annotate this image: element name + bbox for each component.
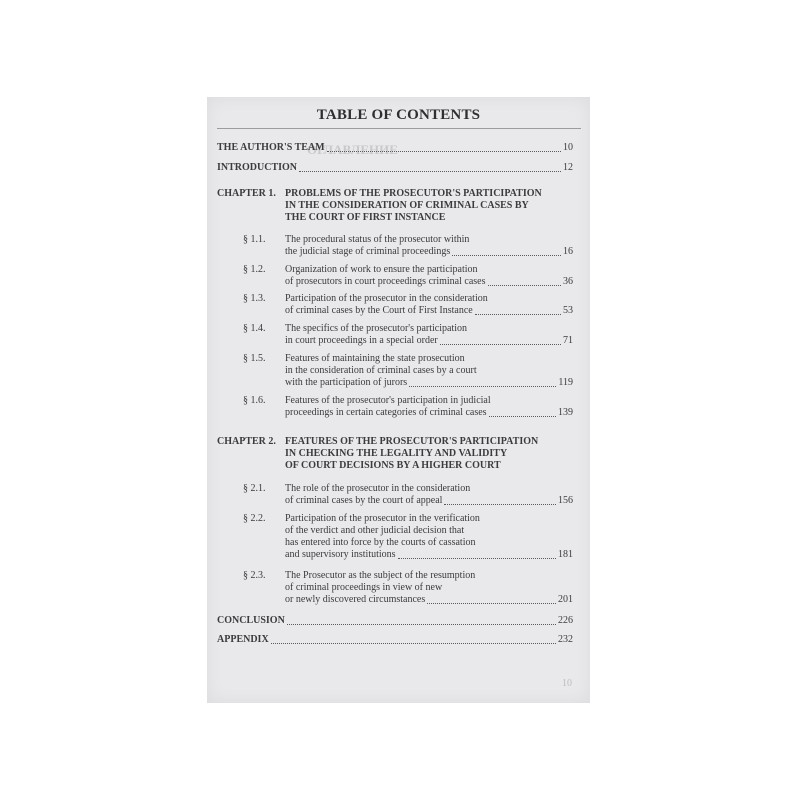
leader-dots [299, 170, 561, 172]
toc-page-number: 71 [563, 335, 573, 346]
section-title-line: proceedings in certain categories of criminal cases [285, 407, 487, 418]
section-title-line: of criminal cases by the court of appeal [285, 495, 443, 506]
toc-page-number: 16 [563, 246, 573, 257]
leader-dots [427, 602, 556, 604]
section-title-line: Features of the prosecutor's participation in judicial [285, 395, 491, 406]
chapter-title-line: IN CHECKING THE LEGALITY AND VALIDITY [285, 448, 508, 459]
toc-page-number: 232 [558, 634, 573, 645]
toc-entry-label: THE AUTHOR'S TEAM [217, 142, 325, 153]
section-title-line: or newly discovered circumstances [285, 594, 426, 605]
section-number: § 2.3. [243, 570, 266, 581]
bleed-through-heading: ОГЛАВЛЕНИЕ [307, 142, 398, 157]
leader-dots [475, 313, 561, 315]
leader-dots [488, 284, 562, 286]
leader-dots [398, 557, 556, 559]
section-title-line: of criminal cases by the Court of First Instance [285, 305, 473, 316]
toc-page-number: 156 [558, 495, 573, 506]
section-title-line: The Prosecutor as the subject of the resumption [285, 570, 476, 581]
toc-page-number: 53 [563, 305, 573, 316]
toc-entry-label: CONCLUSION [217, 615, 285, 626]
toc-section-1-1 [243, 234, 573, 260]
chapter-number: CHAPTER 1. [217, 188, 276, 199]
leader-dots [271, 642, 556, 644]
toc-chapter-2 [217, 436, 577, 472]
toc-entry-label: INTRODUCTION [217, 162, 298, 173]
section-title-line: has entered into force by the courts of cassation [285, 537, 476, 548]
toc-entry-conclusion [217, 615, 573, 627]
toc-entry-authors-team [217, 142, 573, 154]
toc-page-number: 10 [563, 142, 573, 153]
section-number: § 2.1. [243, 483, 266, 494]
leader-dots [409, 385, 556, 387]
section-title-line: with the participation of jurors [285, 377, 408, 388]
toc-section-1-4 [243, 323, 573, 349]
leader-dots [452, 254, 561, 256]
section-title-line: of prosecutors in court proceedings criminal cases [285, 276, 486, 287]
section-title-line: Participation of the prosecutor in the consideration [285, 293, 488, 304]
toc-section-1-3 [243, 293, 573, 319]
toc-section-1-6 [243, 395, 573, 421]
toc-section-1-2 [243, 264, 573, 290]
section-title-line: Features of maintaining the state prosecution [285, 353, 465, 364]
chapter-title-line: IN THE CONSIDERATION OF CRIMINAL CASES BY [285, 200, 529, 211]
toc-entry-label: APPENDIX [217, 634, 269, 645]
page-title: TABLE OF CONTENTS [316, 107, 481, 123]
section-title-line: The role of the prosecutor in the consideration [285, 483, 471, 494]
toc-page-number: 201 [558, 594, 573, 605]
section-title-line: The specifics of the prosecutor's participation [285, 323, 468, 334]
section-title-line: The procedural status of the prosecutor within [285, 234, 470, 245]
section-number: § 1.4. [243, 323, 266, 334]
leader-dots [440, 343, 561, 345]
section-title-line: and supervisory institutions [285, 549, 396, 560]
leader-dots [287, 623, 556, 625]
section-title-line: in the consideration of criminal cases by a court [285, 365, 477, 376]
section-number: § 1.6. [243, 395, 266, 406]
toc-section-1-5 [243, 353, 573, 391]
section-title-line: Organization of work to ensure the participation [285, 264, 478, 275]
section-number: § 1.1. [243, 234, 266, 245]
section-title-line: of the verdict and other judicial decision that [285, 525, 465, 536]
section-title-line: the judicial stage of criminal proceedings [285, 246, 451, 257]
toc-entry-introduction [217, 162, 573, 174]
chapter-title-line: THE COURT OF FIRST INSTANCE [285, 212, 446, 223]
section-number: § 1.3. [243, 293, 266, 304]
toc-page-number: 36 [563, 276, 573, 287]
section-title-line: Participation of the prosecutor in the verification [285, 513, 480, 524]
chapter-title-line: FEATURES OF THE PROSECUTOR'S PARTICIPATION [285, 436, 539, 447]
section-number: § 2.2. [243, 513, 266, 524]
page-number: 10 [562, 678, 572, 689]
toc-page-number: 226 [558, 615, 573, 626]
toc-entry-appendix [217, 634, 573, 646]
leader-dots [489, 415, 556, 417]
chapter-title-line: PROBLEMS OF THE PROSECUTOR'S PARTICIPATION [285, 188, 542, 199]
section-number: § 1.5. [243, 353, 266, 364]
section-title-line: in court proceedings in a special order [285, 335, 438, 346]
title-rule [217, 128, 581, 129]
toc-section-2-2 [243, 513, 573, 563]
toc-section-2-1 [243, 483, 573, 509]
section-title-line: of criminal proceedings in view of new [285, 582, 443, 593]
toc-page-number: 181 [558, 549, 573, 560]
toc-section-2-3 [243, 570, 573, 608]
chapter-number: CHAPTER 2. [217, 436, 276, 447]
toc-chapter-1 [217, 188, 577, 224]
book-page [207, 97, 590, 703]
leader-dots [444, 503, 556, 505]
toc-page-number: 12 [563, 162, 573, 173]
chapter-title-line: OF COURT DECISIONS BY A HIGHER COURT [285, 460, 501, 471]
toc-page-number: 139 [558, 407, 573, 418]
toc-page-number: 119 [558, 377, 573, 388]
leader-dots [327, 150, 561, 152]
section-number: § 1.2. [243, 264, 266, 275]
